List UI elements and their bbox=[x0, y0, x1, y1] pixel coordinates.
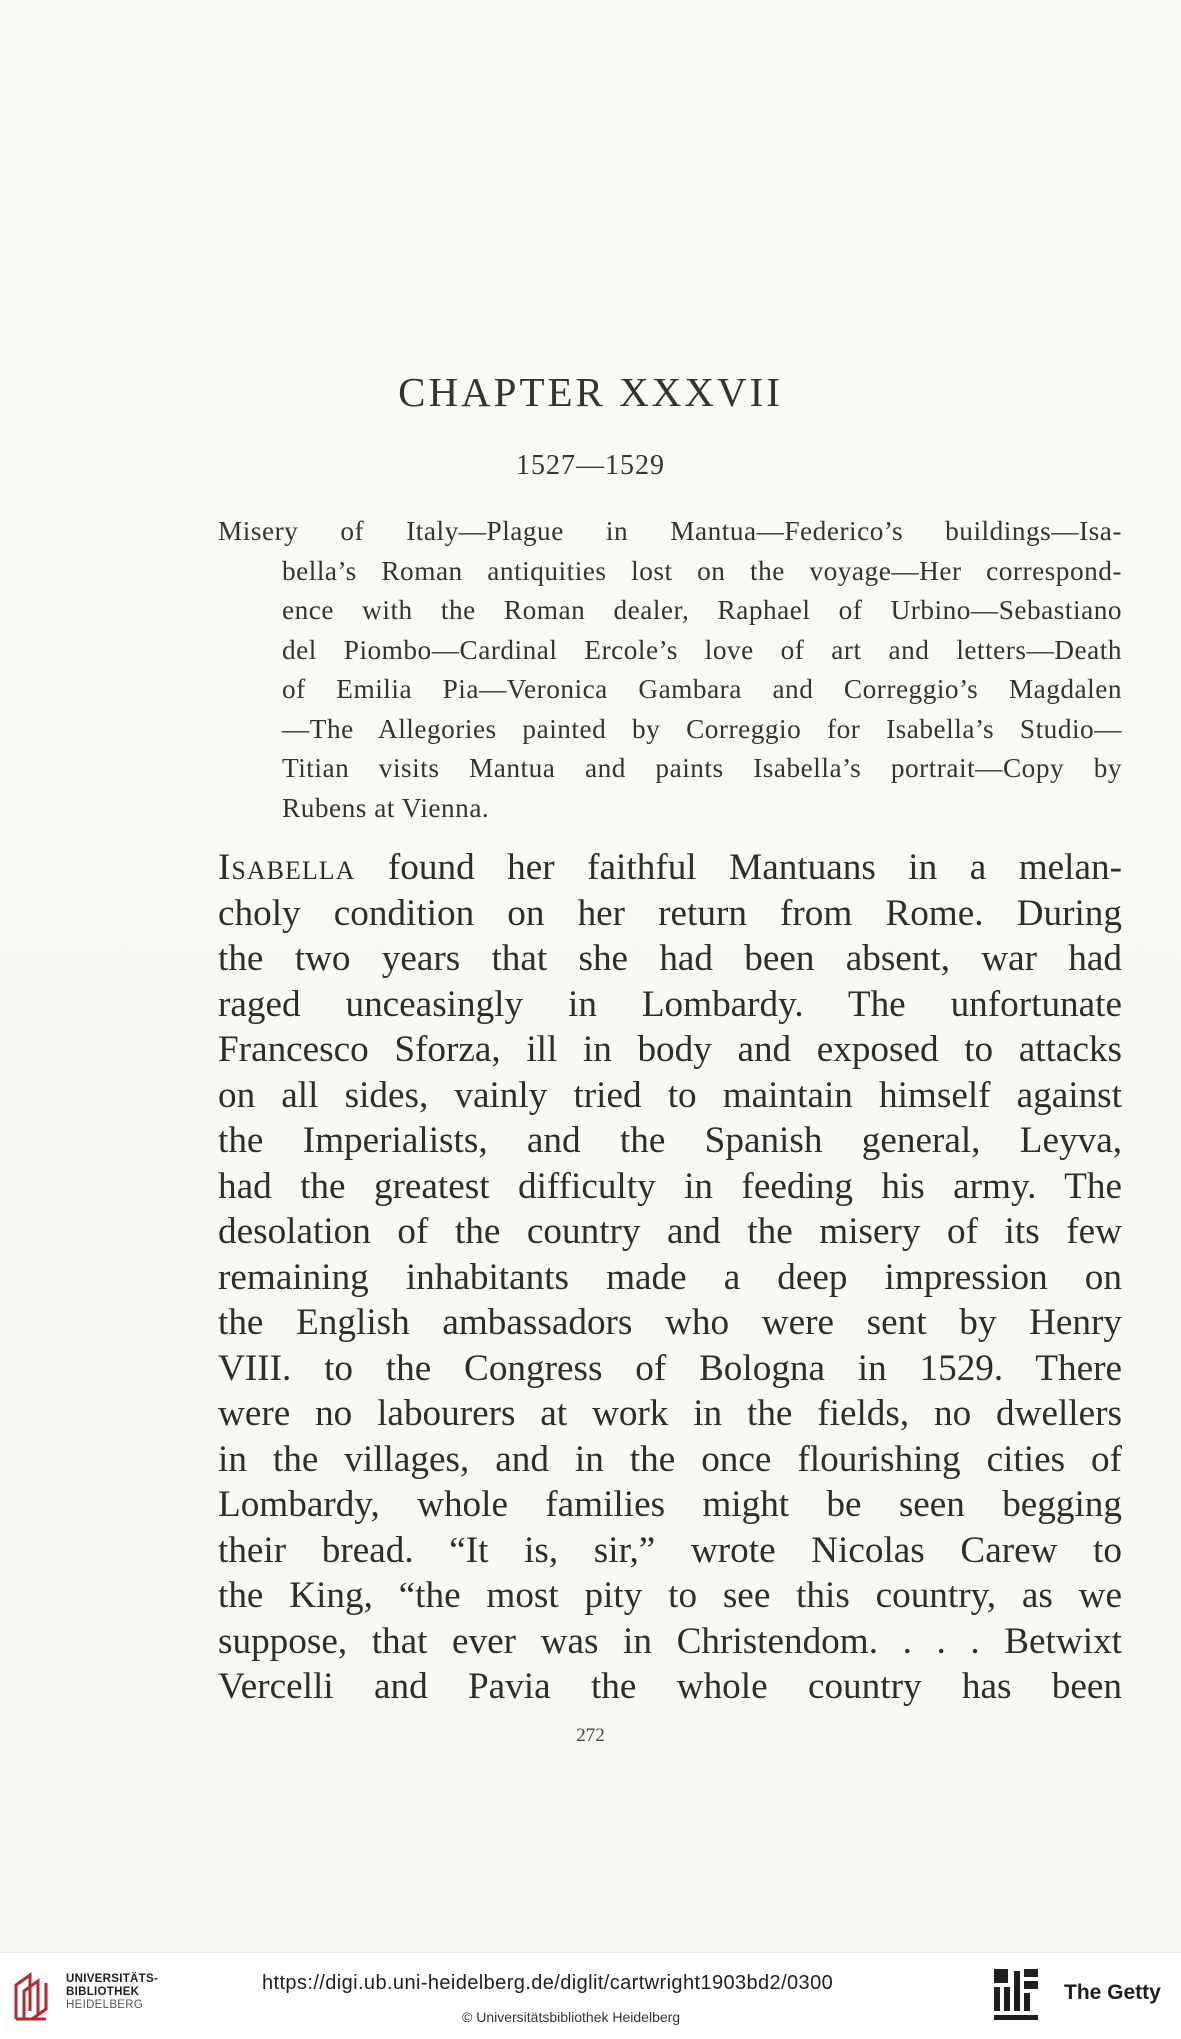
institution-name bbox=[66, 1973, 158, 2012]
sponsor-name: The Getty bbox=[1064, 1981, 1161, 2004]
body-line: suppose, that ever was in Christendom. . . . Betwixt bbox=[218, 1620, 1122, 1662]
synopsis-line: del Piombo—Cardinal Ercole’s love of art and letters—Death bbox=[282, 634, 1122, 665]
chapter-years: 1527—1529 bbox=[516, 450, 665, 481]
body-line: Lombardy, whole families might be seen begging bbox=[218, 1484, 1122, 1525]
chapter-title: CHAPTER XXXVII bbox=[398, 369, 783, 415]
permalink-url[interactable]: https://digi.ub.uni-heidelberg.de/diglit/cartwright1903bd2/0300 bbox=[262, 1972, 834, 1994]
body-line-first bbox=[218, 845, 1122, 891]
body-line: the two years that she had been absent, war had bbox=[218, 938, 1122, 979]
body-line: raged unceasingly in Lombardy. The unfortunate bbox=[218, 983, 1122, 1025]
body-line: remaining inhabitants made a deep impression on bbox=[218, 1256, 1122, 1298]
body-line: Francesco Sforza, ill in body and exposed to attacks bbox=[218, 1029, 1122, 1070]
synopsis-line: —The Allegories painted by Correggio for Isabella’s Studio— bbox=[282, 713, 1122, 744]
synopsis-line: Titian visits Mantua and paints Isabella’s portrait—Copy by bbox=[282, 753, 1122, 783]
copyright-notice: © Universitätsbibliothek Heidelberg bbox=[462, 2009, 681, 2025]
body-line: VIII. to the Congress of Bologna in 1529. There bbox=[218, 1347, 1122, 1389]
body-line: had the greatest difficulty in feeding his army. The bbox=[218, 1165, 1122, 1207]
institution-line: BIBLIOTHEK bbox=[66, 1986, 140, 1998]
body-line: the English ambassadors who were sent by Henry bbox=[218, 1302, 1122, 1343]
body-paragraph bbox=[218, 845, 1122, 1710]
body-line: desolation of the country and the misery of its few bbox=[218, 1211, 1122, 1252]
body-line: the Imperialists, and the Spanish general, Leyva, bbox=[218, 1120, 1122, 1161]
ub-heidelberg-logo-icon[interactable] bbox=[12, 1971, 58, 2023]
body-line: were no labourers at work in the fields, no dwellers bbox=[218, 1393, 1122, 1434]
synopsis-line: Rubens at Vienna. bbox=[282, 792, 490, 823]
drop-word: Isabella bbox=[218, 847, 356, 888]
body-line: on all sides, vainly tried to maintain himself against bbox=[218, 1074, 1122, 1116]
institution-line: HEIDELBERG bbox=[66, 1999, 144, 2011]
page-number: 272 bbox=[576, 1725, 605, 1746]
getty-logo-icon[interactable] bbox=[992, 1967, 1040, 2023]
body-line: Vercelli and Pavia the whole country has been bbox=[218, 1666, 1122, 1707]
body-line: choly condition on her return from Rome. During bbox=[218, 892, 1122, 934]
synopsis-line: bella’s Roman antiquities lost on the voyage—Her correspond- bbox=[282, 555, 1122, 586]
body-line: the King, “the most pity to see this country, as we bbox=[218, 1575, 1122, 1616]
synopsis-line: of Emilia Pia—Veronica Gambara and Correggio’s Magdalen bbox=[282, 674, 1122, 704]
body-line-rest: found her faithful Mantuans in a melan- bbox=[387, 847, 1122, 888]
synopsis-line: ence with the Roman dealer, Raphael of Urbino—Sebastiano bbox=[282, 595, 1122, 625]
body-line: their bread. “It is, sir,” wrote Nicolas Carew to bbox=[218, 1529, 1122, 1571]
viewer-footer bbox=[0, 1952, 1181, 2039]
chapter-synopsis bbox=[218, 512, 1122, 828]
synopsis-line: Misery of Italy—Plague in Mantua—Federico’s buildings—Isa- bbox=[218, 516, 1122, 546]
institution-line: UNIVERSITÄTS- bbox=[66, 1973, 159, 1985]
body-line: in the villages, and in the once flourishing cities of bbox=[218, 1438, 1122, 1480]
